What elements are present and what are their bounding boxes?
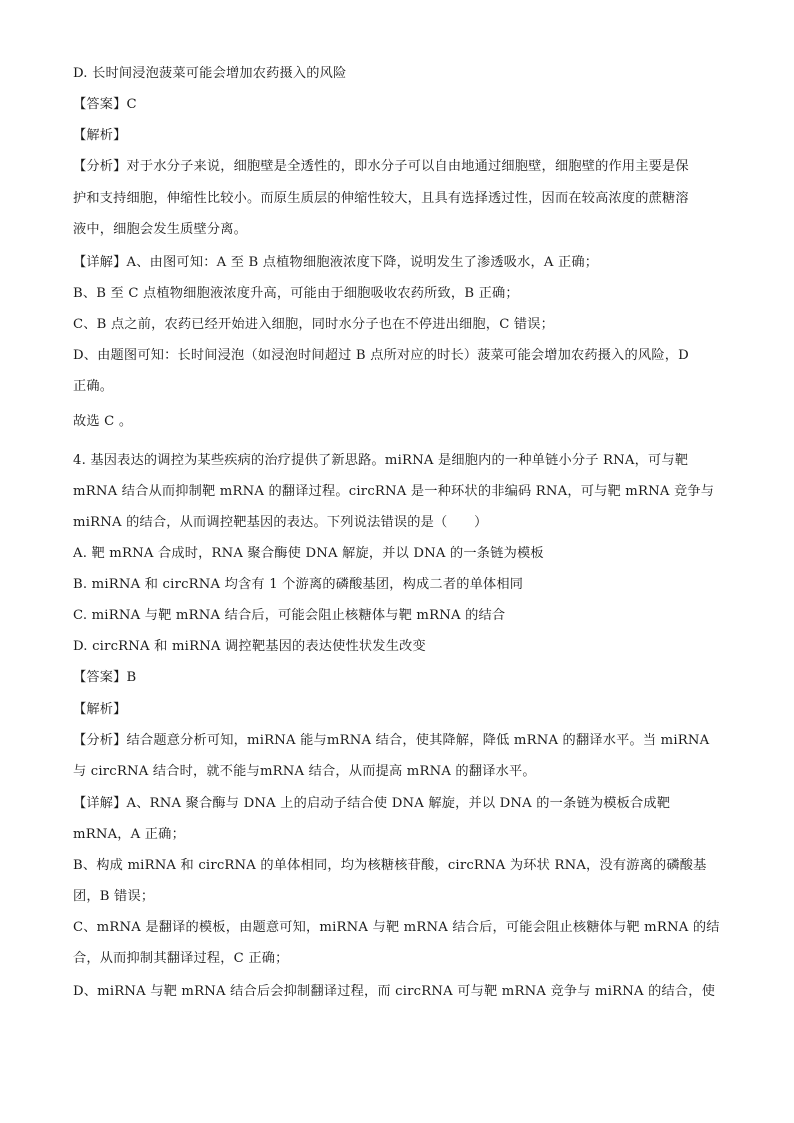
q4-analysis-heading: 【解析】 <box>73 702 127 717</box>
q4-xiangjie-line: C、mRNA 是翻译的模板，由题意可知，miRNA 与靶 mRNA 结合后，可能会阻止核糖体与靶 mRNA 的结 <box>73 920 720 935</box>
q4-stem-line: 4. 基因表达的调控为某些疾病的治疗提供了新思路。miRNA 是细胞内的一种单链小分子 RNA，可与靶 <box>73 453 689 468</box>
q4-xiangjie-line: 团，B 错误； <box>73 889 155 904</box>
q4-fenxi-line: 【分析】结合题意分析可知，miRNA 能与mRNA 结合，使其降解，降低 mRNA 的翻译水平。当 miRNA <box>73 733 710 748</box>
q4-stem-line: miRNA 的结合，从而调控靶基因的表达。下列说法错误的是（ ） <box>73 515 488 530</box>
q4-option-a: A. 靶 mRNA 合成时，RNA 聚合酶使 DNA 解旋，并以 DNA 的一条链为模板 <box>73 546 544 561</box>
q3-xiangjie-line: B、B 至 C 点植物细胞液浓度升高，可能由于细胞吸收农药所致，B 正确； <box>73 286 519 301</box>
q4-xiangjie-line: D、miRNA 与靶 mRNA 结合后会抑制翻译过程，而 circRNA 可与靶 mRNA 竞争与 miRNA 的结合，使 <box>73 984 716 999</box>
q3-fenxi-line: 液中，细胞会发生质壁分离。 <box>73 222 248 237</box>
q4-option-c: C. miRNA 与靶 mRNA 结合后，可能会阻止核糖体与靶 mRNA 的结合 <box>73 608 506 623</box>
q3-xiangjie-line: 【详解】A、由图可知：A 至 B 点植物细胞液浓度下降，说明发生了渗透吸水，A 正确； <box>73 255 599 270</box>
q3-conclusion: 故选 C 。 <box>73 414 133 429</box>
q4-answer: 【答案】B <box>73 670 137 685</box>
q3-fenxi-line: 护和支持细胞，伸缩性比较小。而原生质层的伸缩性较大，且具有选择透过性，因而在较高浓度的蔗糖溶 <box>73 191 689 206</box>
q3-answer: 【答案】C <box>73 97 137 112</box>
q3-xiangjie-line: C、B 点之前，农药已经开始进入细胞，同时水分子也在不停进出细胞，C 错误； <box>73 317 555 332</box>
q3-xiangjie-line: 正确。 <box>73 379 114 394</box>
q4-fenxi-line: 与 circRNA 结合时，就不能与mRNA 结合，从而提高 mRNA 的翻译水平。 <box>73 764 536 779</box>
q3-option-d: D. 长时间浸泡菠菜可能会增加农药摄入的风险 <box>73 66 347 81</box>
q4-option-d: D. circRNA 和 miRNA 调控靶基因的表达使性状发生改变 <box>73 639 426 654</box>
q3-fenxi-line: 【分析】对于水分子来说，细胞壁是全透性的，即水分子可以自由地通过细胞壁，细胞壁的作用主要是保 <box>73 159 689 174</box>
q3-xiangjie-line: D、由题图可知：长时间浸泡（如浸泡时间超过 B 点所对应的时长）菠菜可能会增加农药摄入的风险，D <box>73 348 689 363</box>
q4-xiangjie-line: 【详解】A、RNA 聚合酶与 DNA 上的启动子结合使 DNA 解旋，并以 DNA 的一条链为模板合成靶 <box>73 796 671 811</box>
q4-option-b: B. miRNA 和 circRNA 均含有 1 个游离的磷酸基团，构成二者的单体相同 <box>73 577 524 592</box>
q4-xiangjie-line: B、构成 miRNA 和 circRNA 的单体相同，均为核糖核苷酸，circRNA 为环状 RNA，没有游离的磷酸基 <box>73 858 707 873</box>
q4-stem-line: mRNA 结合从而抑制靶 mRNA 的翻译过程。circRNA 是一种环状的非编码 RNA，可与靶 mRNA 竞争与 <box>73 484 715 499</box>
q4-xiangjie-line: mRNA，A 正确； <box>73 827 185 842</box>
q3-analysis-heading: 【解析】 <box>73 128 127 143</box>
q4-xiangjie-line: 合，从而抑制其翻译过程，C 正确； <box>73 951 289 966</box>
